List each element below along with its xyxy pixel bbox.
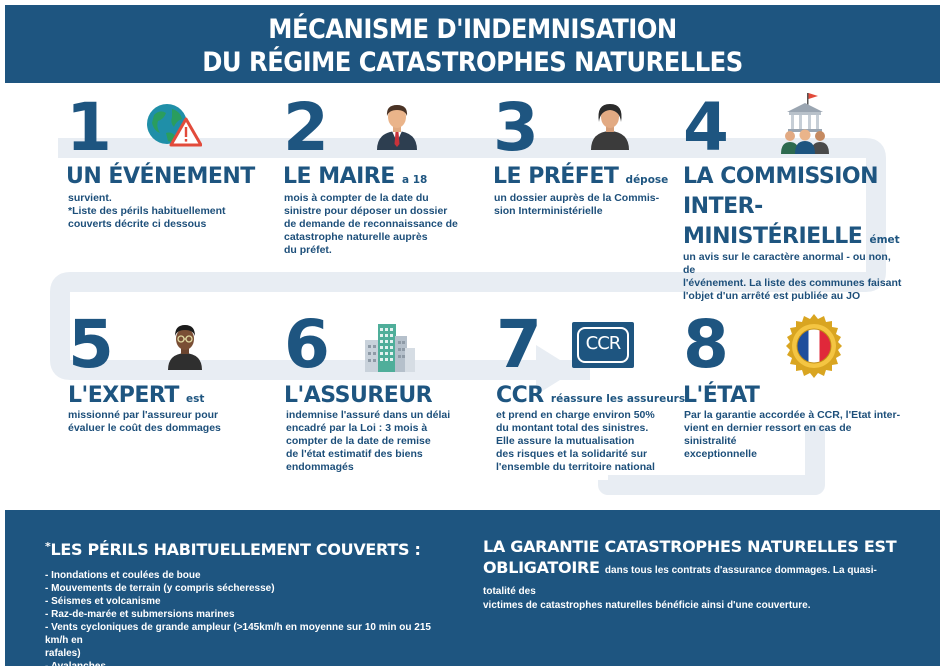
step-3-number: 3 [493,89,539,166]
perils-title [45,540,445,559]
step-4-title-row [683,223,900,254]
step-6-line: compter de la date de remise [286,435,431,447]
step-6-number: 6 [284,306,330,383]
ccr-logo-icon [572,322,634,368]
step-4-line: un avis sur le caractère anormal - ou non, de [683,251,891,276]
step-1-line: couverts décrite ci dessous [68,218,207,230]
step-7-inline: réassure les assureurs [550,393,686,405]
step-6-title: L'ASSUREUR [284,383,433,408]
step-4-title-3: MINISTÉRIELLE [683,224,863,249]
step-1-title: UN ÉVÉNEMENT [66,164,255,189]
perils-title-star: * [45,540,51,553]
list-item: - Avalanches [45,661,106,671]
guarantee-line-2: victimes de catastrophes naturelles bénéficie ainsi d'une couverture. [483,600,811,611]
perils-list [45,569,445,671]
step-2-number: 2 [283,89,329,166]
step-7-line: l'ensemble du territoire national [496,461,655,473]
step-1-line: *Liste des périls habituellement [68,205,226,217]
step-3-title-row [493,163,668,194]
step-6-description [286,409,486,474]
step-3-title: LE PRÉFET [493,164,619,189]
footer-banner [5,510,940,671]
prefect-icon [588,100,632,155]
step-2-title: LE MAIRE [283,164,395,189]
step-7-line: des risques et la solidarité sur [496,448,648,460]
guarantee-title-row [483,557,903,599]
step-2-line: du préfet. [284,244,332,256]
step-3-inline: dépose [625,174,669,186]
step-4-title-2: INTER- [683,194,763,219]
commission-icon [780,92,830,159]
step-8-title: L'ÉTAT [683,383,760,408]
step-4-description [683,251,903,303]
perils-title-text: LES PÉRILS HABITUELLEMENT COUVERTS : [50,540,421,559]
step-6-line: endommagés [286,461,354,473]
step-2-line: sinistre pour déposer un dossier [284,205,448,217]
step-8-number: 8 [683,306,729,383]
ccr-logo-text: CCR [585,333,621,354]
guarantee-inline: dans tous les contrats d'assurance dommages. La quasi-totalité des [483,565,877,597]
page-title-line1: MÉCANISME D'INDEMNISATION [268,14,677,45]
step-8-description [684,409,904,461]
step-6-line: encadré par la Loi : 3 mois à [286,422,428,434]
step-8-line: Par la garantie accordée à CCR, l'Etat inter- [684,409,901,421]
step-2-inline: a 18 [401,174,428,186]
list-item: - Séismes et volcanisme [45,596,161,607]
step-5-inline: est [186,393,205,405]
step-8-line: exceptionnelle [684,448,757,460]
guarantee-section [483,536,903,612]
list-item: - Mouvements de terrain (y compris sécheresse) [45,583,275,594]
step-8-line: vient en dernier ressort en cas de sinistralité [684,422,852,447]
french-seal-icon [781,313,847,384]
step-6-line: indemnise l'assuré dans un délai [286,409,451,421]
step-4-number: 4 [683,89,729,166]
step-2-description [284,192,484,257]
buildings-icon [365,322,415,377]
page-title-line2: DU RÉGIME CATASTROPHES NATURELLES [202,47,743,78]
step-1-description [68,192,268,231]
step-5-line: missionné par l'assureur pour [68,409,219,421]
step-3-description [494,192,684,218]
step-7-line: et prend en charge environ 50% [496,409,655,421]
step-3-line: un dossier auprès de la Commis- [494,192,660,204]
step-1-line: survient. [68,192,112,204]
guarantee-title-1: LA GARANTIE CATASTROPHES NATURELLES EST [483,537,897,556]
step-1-number: 1 [66,89,112,166]
guarantee-title-2: OBLIGATOIRE [483,558,600,577]
step-7-line: du montant total des sinistres. [496,422,649,434]
step-6-line: de l'état estimatif des biens [286,448,423,460]
step-2-line: catastrophe naturelle auprès [284,231,428,243]
step-3-line: sion Interministérielle [494,205,603,217]
step-2-line: de demande de reconnaissance de [284,218,458,230]
step-5-title: L'EXPERT [68,383,179,408]
step-4-title-1: LA COMMISSION [683,164,879,189]
globe-alert-icon [146,103,202,154]
step-4-inline: émet [869,234,900,246]
mayor-icon [374,100,420,155]
step-4-line: l'objet d'un arrêté est publiée au JO [683,290,861,302]
step-2-title-row [283,163,427,194]
list-item: - Inondations et coulées de boue [45,570,201,581]
step-7-line: Elle assure la mutualisation [496,435,635,447]
step-7-title: CCR [496,383,544,408]
step-4-line: l'événement. La liste des communes faisant [683,277,902,289]
expert-icon [166,322,204,375]
step-7-number: 7 [496,306,542,383]
list-item: - Vents cycloniques de grande ampleur (>145km/h en moyenne sur 10 min ou 215 km/h en [45,622,431,646]
step-5-number: 5 [68,306,114,383]
step-5-description [68,409,268,435]
perils-section [45,540,445,671]
list-item: - Raz-de-marée et submersions marines [45,609,235,620]
list-item: rafales) [45,648,81,659]
step-2-line: mois à compter de la date du [284,192,429,204]
step-5-line: évaluer le coût des dommages [68,422,221,434]
step-7-description [496,409,686,474]
